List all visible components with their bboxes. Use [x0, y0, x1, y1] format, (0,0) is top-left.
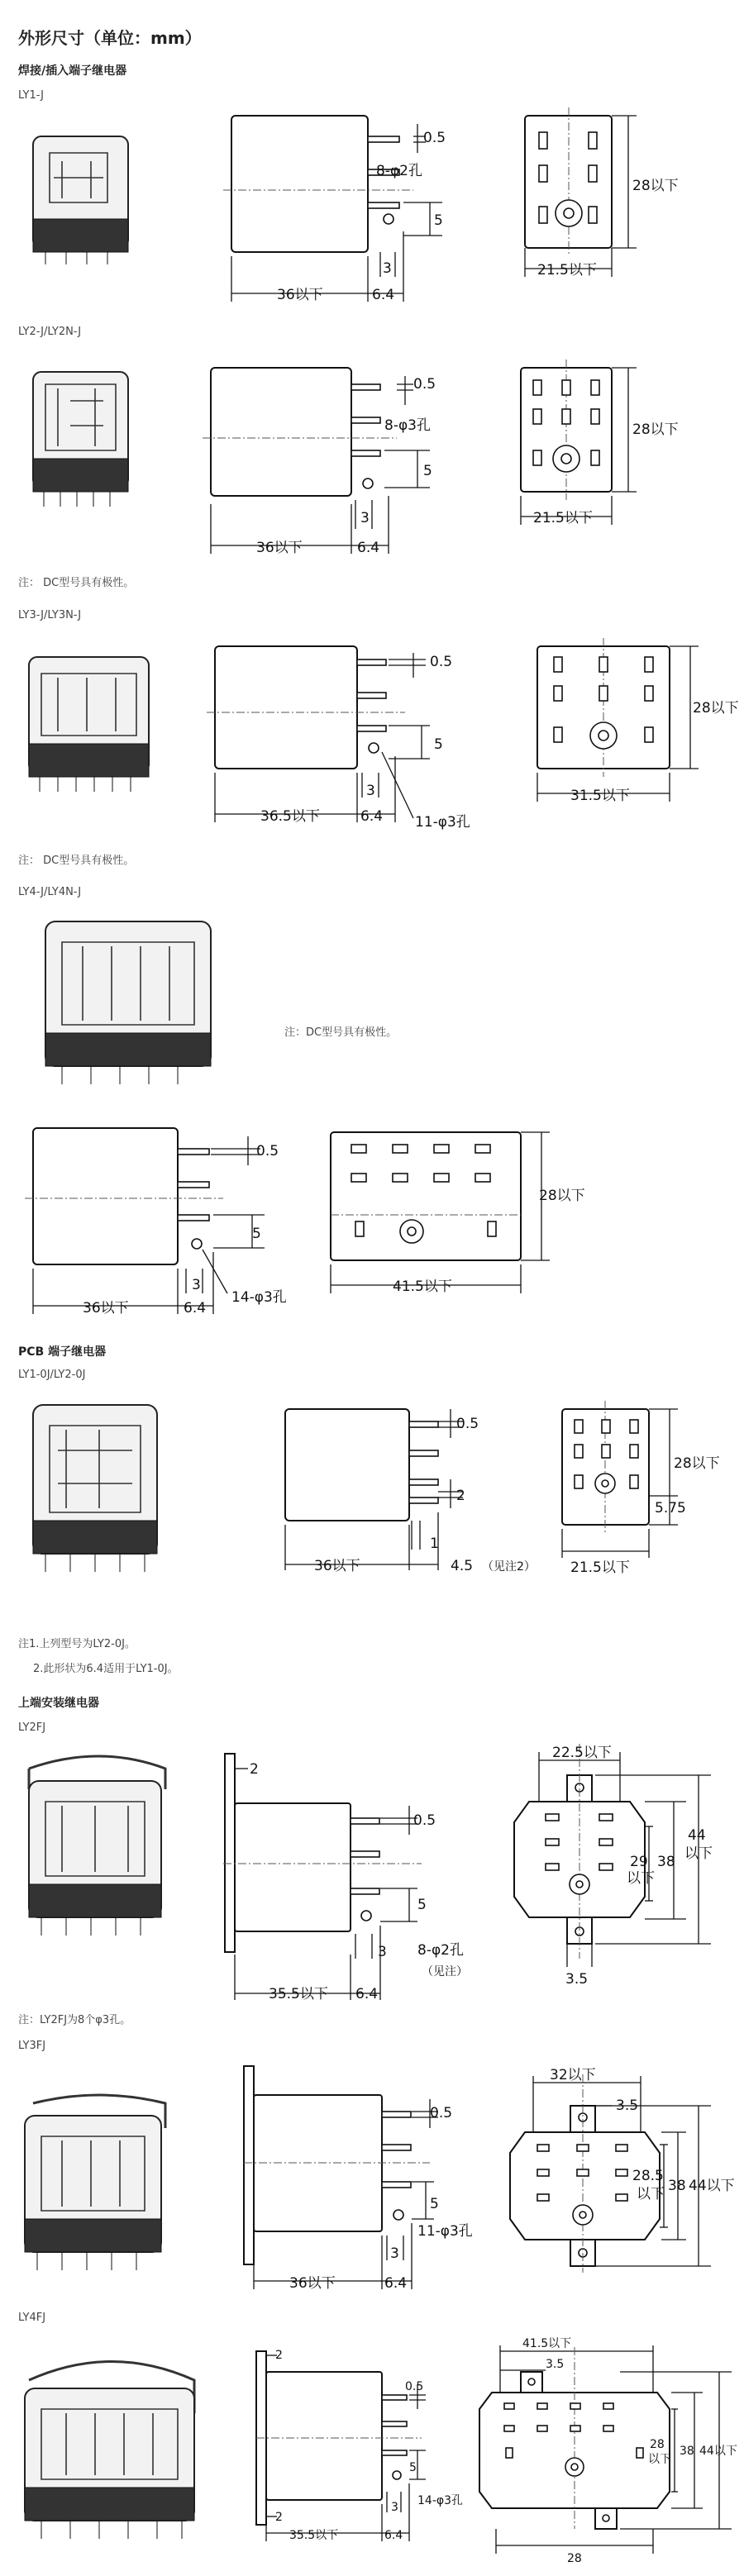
dim-pcb-pitch2: 5.75 [655, 1500, 686, 1517]
dim-ly3fj-d3: 3 [390, 2245, 399, 2262]
dim-ly2fj-tail: 6.4 [355, 1986, 379, 2002]
side-view-ly4j [25, 1128, 265, 1314]
side-view-ly1j [223, 116, 442, 302]
model-label-ly1pcb: LY1-0J/LY2-0J [18, 1369, 86, 1381]
dim-pcb-tail-note: （见注2） [482, 1560, 536, 1574]
dim-ly3-pin: 0.5 [430, 654, 453, 670]
dim-ly4fj-bottom: 28 [567, 2552, 582, 2565]
dim-ly2-pin: 0.5 [413, 376, 436, 393]
dim-ly1-width: 21.5以下 [537, 262, 597, 279]
dim-ly4-pin: 0.5 [256, 1143, 279, 1159]
dim-ly2fj-h29: 29 [630, 1854, 648, 1870]
dim-ly4fj-flange2: 2 [275, 2511, 283, 2524]
side-view-ly3j [207, 646, 430, 822]
dim-ly4fj-top: 41.5以下 [522, 2337, 572, 2350]
dim-ly3fj-h28: 28.5 [632, 2168, 664, 2184]
note-dc-polarity-1: 注： DC型号具有极性。 [18, 577, 135, 589]
dim-ly1-len: 36以下 [277, 287, 323, 303]
dim-ly4-height: 28以下 [539, 1188, 585, 1204]
note-dc-polarity-3: 注：DC型号具有极性。 [284, 1026, 398, 1039]
dim-pcb-height: 28以下 [674, 1455, 720, 1472]
dim-ly4fj-pitch: 5 [409, 2461, 417, 2474]
dim-ly3-height: 28以下 [693, 700, 739, 717]
dim-ly2fj-pitch: 5 [417, 1897, 427, 1913]
section-title-flange: 上端安装继电器 [18, 1697, 99, 1710]
dim-ly4-len: 36以下 [83, 1300, 129, 1317]
dim-ly3fj-h38: 38 [668, 2178, 686, 2194]
note-pcb-2: 2.此形状为6.4适用于LY1-0J。 [33, 1663, 179, 1675]
dim-ly3fj-pin: 0.5 [430, 2105, 453, 2121]
dim-ly2fj-hole: 3.5 [565, 1971, 589, 1988]
side-view-ly2fj [223, 1754, 422, 2000]
dim-pcb-width: 21.5以下 [570, 1559, 630, 1576]
dim-ly3fj-tail: 6.4 [384, 2275, 408, 2292]
section-title-pcb: PCB 端子继电器 [18, 1345, 107, 1359]
dim-ly2-holes: 8-φ3孔 [384, 417, 431, 434]
dim-ly2fj-h29b: 以下 [627, 1870, 655, 1887]
dim-pcb-pin: 0.5 [456, 1416, 479, 1432]
model-label-ly1j: LY1-J [18, 89, 44, 102]
model-label-ly3fj: LY3FJ [18, 2040, 46, 2052]
section-title-solder: 焊接/插入端子继电器 [18, 64, 127, 78]
dim-ly3-tail: 6.4 [360, 808, 384, 825]
dim-ly1-height: 28以下 [632, 178, 679, 194]
dim-ly3fj-hole: 3.5 [616, 2097, 639, 2114]
dim-ly2fj-holes-note: （见注） [422, 1965, 468, 1978]
dim-pcb-pitch: 2 [456, 1488, 465, 1504]
dim-ly2fj-pin: 0.5 [413, 1812, 436, 1829]
dim-ly1-d3: 3 [383, 260, 392, 277]
dim-ly4fj-h44: 44以下 [699, 2445, 737, 2458]
dim-ly4fj-holes: 14-φ3孔 [417, 2494, 464, 2507]
dim-ly4-d3: 3 [192, 1277, 201, 1293]
dim-ly2fj-flange: 2 [250, 1761, 259, 1778]
dim-ly4fj-d3: 3 [391, 2501, 398, 2514]
dim-ly4-holes: 14-φ3孔 [231, 1289, 287, 1306]
dim-ly2fj-d3: 3 [378, 1944, 387, 1960]
model-label-ly2j: LY2-J/LY2N-J [18, 326, 82, 338]
dim-ly4fj-h28b: 以下 [648, 2453, 671, 2466]
dim-ly3fj-h28b: 以下 [637, 2186, 665, 2202]
dim-ly4fj-h28: 28 [650, 2438, 665, 2451]
bottom-view-ly4j [331, 1132, 550, 1293]
model-label-ly2fj: LY2FJ [18, 1721, 46, 1734]
dim-ly2-len: 36以下 [256, 540, 303, 556]
dim-ly4fj-flange: 2 [275, 2349, 283, 2362]
dim-ly4-width: 41.5以下 [393, 1278, 452, 1295]
page-title: 外形尺寸（单位：mm） [18, 28, 202, 48]
dim-ly1-tail: 6.4 [372, 287, 395, 303]
dim-ly4fj-len: 35.5以下 [289, 2529, 339, 2542]
bottom-view-ly1j [525, 107, 637, 277]
dim-ly3fj-pitch: 5 [430, 2196, 439, 2212]
dim-pcb-one: 1 [430, 1536, 439, 1552]
dim-ly2-d3: 3 [360, 510, 370, 526]
dim-ly3fj-top: 32以下 [550, 2067, 596, 2083]
note-pcb-1: 注1.上列型号为LY2-0J。 [18, 1638, 136, 1650]
dim-ly3-pitch: 5 [434, 736, 443, 753]
dim-ly2-width: 21.5以下 [533, 510, 593, 526]
dim-ly3-len: 36.5以下 [260, 808, 320, 825]
dim-pcb-len: 36以下 [314, 1558, 360, 1574]
dim-ly2fj-h38: 38 [657, 1854, 675, 1870]
dim-ly4fj-tail: 6.4 [384, 2529, 403, 2542]
side-view-ly2j [203, 368, 430, 554]
dim-ly2fj-len: 35.5以下 [269, 1986, 328, 2002]
dim-ly2-tail: 6.4 [357, 540, 380, 556]
dim-ly3fj-holes: 11-φ3孔 [417, 2223, 473, 2240]
dim-ly4-pitch: 5 [252, 1226, 261, 1242]
dim-pcb-tail: 4.5 [451, 1558, 474, 1574]
bottom-view-pcb [562, 1401, 678, 1558]
bottom-view-ly3fj [510, 2074, 711, 2273]
model-label-ly4fj: LY4FJ [18, 2312, 46, 2324]
dim-ly4fj-hole: 3.5 [546, 2358, 565, 2371]
dim-ly3fj-h44: 44以下 [689, 2178, 735, 2194]
bottom-view-ly3j [537, 638, 699, 802]
dim-ly3fj-len: 36以下 [289, 2275, 336, 2292]
dim-ly1-holes: 8-φ2孔 [376, 163, 422, 179]
dim-ly2fj-top: 22.5以下 [552, 1745, 612, 1761]
side-view-ly3fj [244, 2066, 438, 2289]
dim-ly2fj-h44: 44 [688, 1827, 706, 1844]
dim-ly2fj-holes: 8-φ2孔 [417, 1942, 464, 1959]
dim-ly4fj-h38: 38 [680, 2445, 694, 2458]
dim-ly2-height: 28以下 [632, 421, 679, 438]
dim-ly4-tail: 6.4 [184, 1300, 207, 1317]
note-ly2fj: 注：LY2FJ为8个φ3孔。 [18, 2014, 131, 2026]
note-dc-polarity-2: 注： DC型号具有极性。 [18, 855, 135, 867]
model-label-ly3j: LY3-J/LY3N-J [18, 609, 82, 621]
dim-ly4fj-pin: 0.5 [405, 2380, 424, 2393]
bottom-view-ly2fj [514, 1744, 711, 1967]
dim-ly2fj-h44b: 以下 [684, 1845, 713, 1862]
dim-ly2-pitch: 5 [423, 463, 432, 479]
bottom-view-ly2j [521, 359, 637, 525]
model-label-ly4j: LY4-J/LY4N-J [18, 886, 82, 898]
dim-ly1-pitch: 5 [434, 212, 443, 229]
dim-ly3-width: 31.5以下 [570, 788, 630, 804]
dim-ly3-holes: 11-φ3孔 [415, 814, 470, 831]
dim-ly3-d3: 3 [366, 783, 375, 799]
dim-ly1-pin: 0.5 [423, 130, 446, 146]
